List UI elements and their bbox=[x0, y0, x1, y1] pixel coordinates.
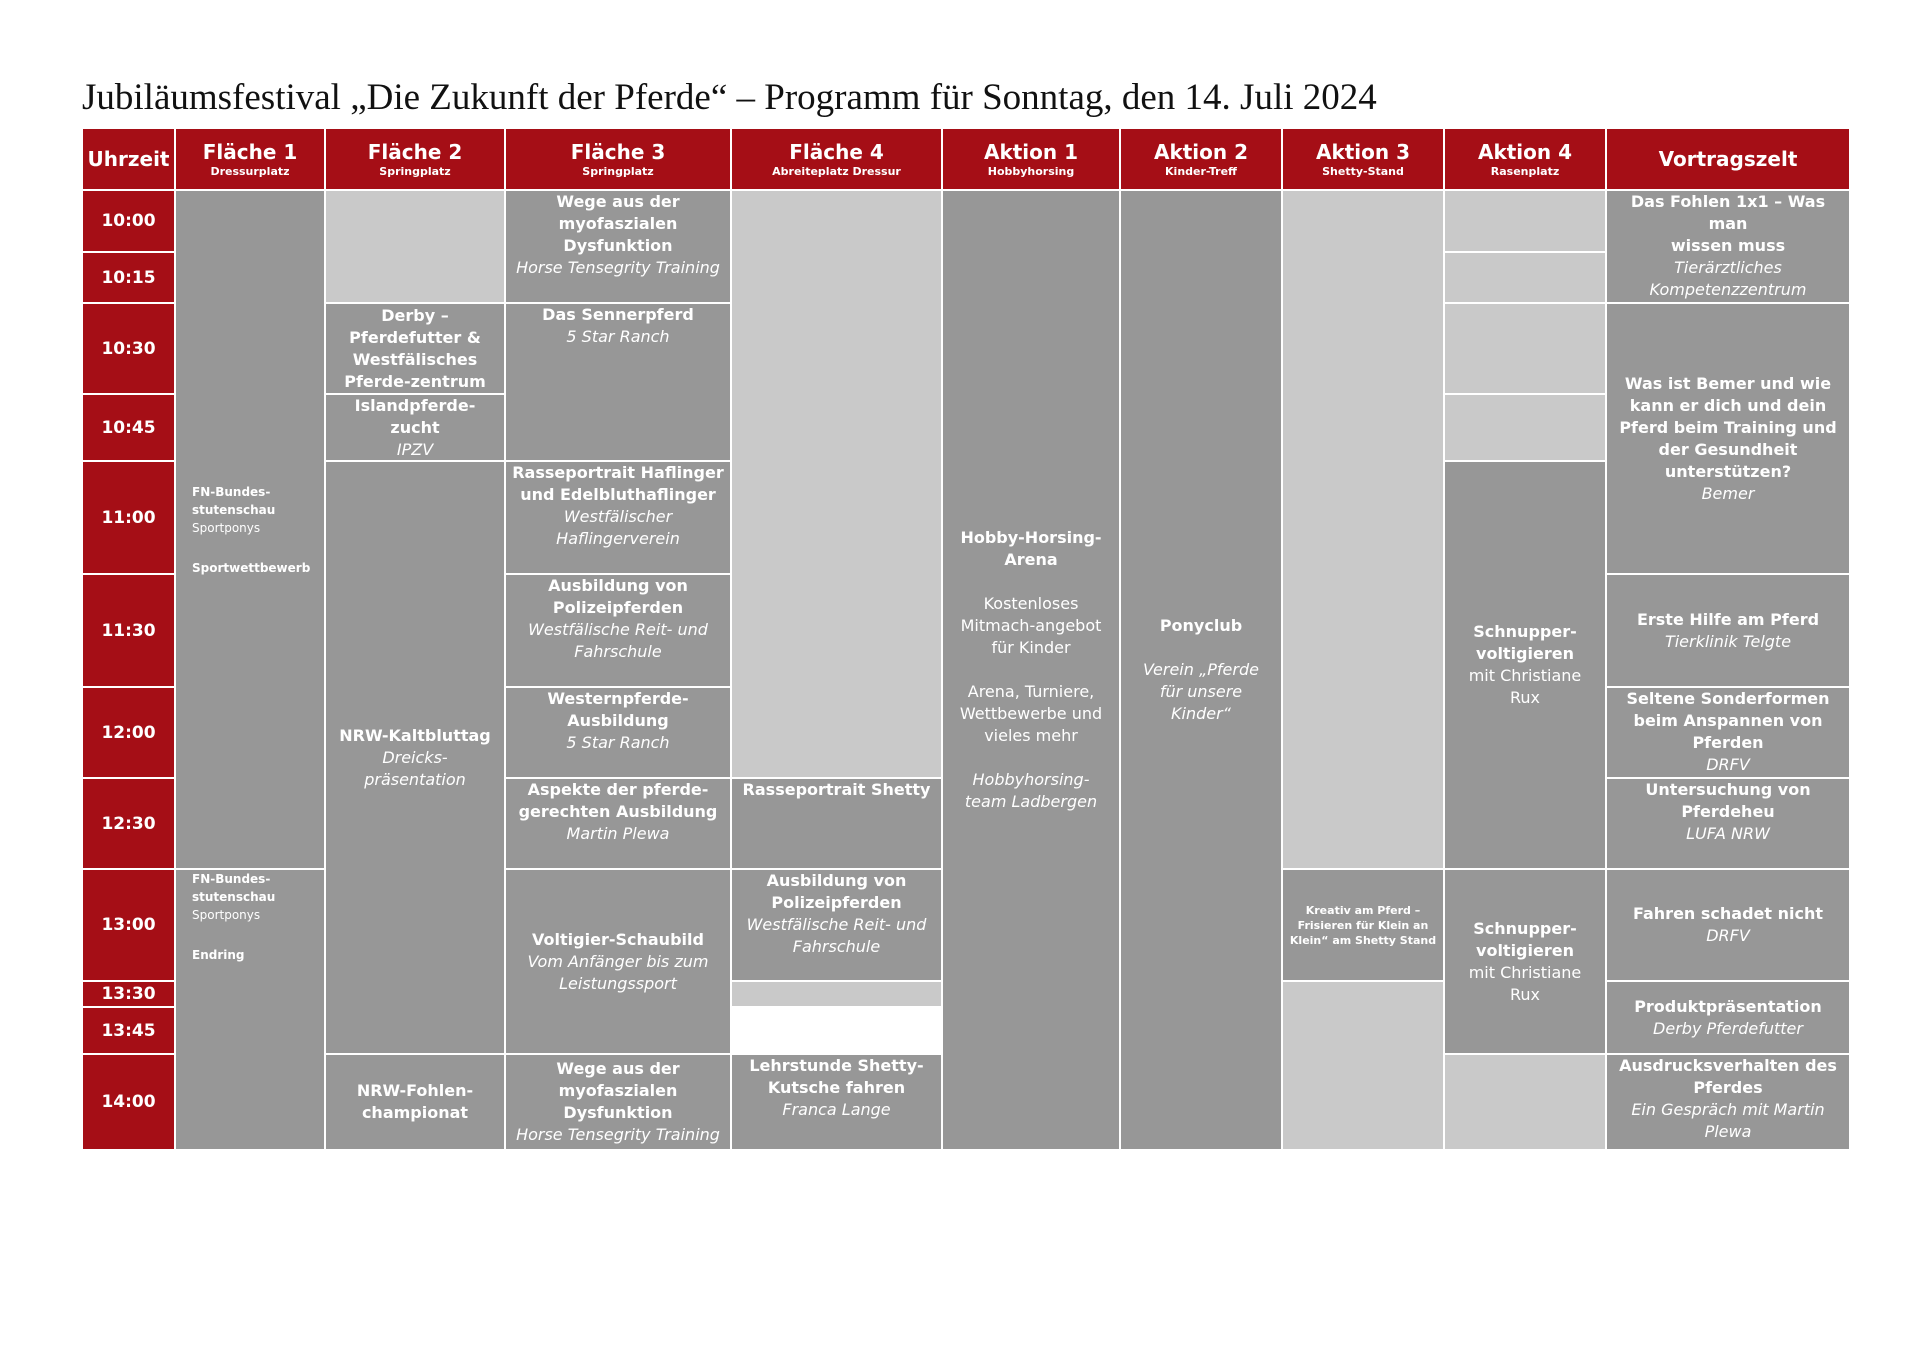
event-presenter: Kompetenzzentrum bbox=[1649, 280, 1807, 299]
event-text: vieles mehr bbox=[984, 726, 1078, 745]
program-event bbox=[505, 778, 731, 869]
event-title: Lehrstunde Shetty- bbox=[749, 1056, 924, 1075]
event-text: Kostenloses bbox=[983, 594, 1079, 613]
column-header bbox=[175, 128, 325, 190]
event-title: unterstützen? bbox=[1664, 461, 1792, 481]
event-presenter: DRFV bbox=[1706, 926, 1750, 945]
event-presenter: Derby Pferdefutter bbox=[1653, 1018, 1803, 1038]
time-slot: 10:00 bbox=[82, 190, 175, 252]
event-title: Derby – bbox=[381, 305, 449, 325]
event-title: Pferdes bbox=[1693, 1078, 1763, 1097]
event-presenter: Verein „Pferde bbox=[1143, 660, 1259, 679]
empty-slot bbox=[1444, 303, 1606, 394]
column-title: Aktion 4 bbox=[1477, 139, 1573, 164]
event-title: zucht bbox=[390, 417, 440, 437]
event-title: Ausbildung von bbox=[766, 871, 907, 890]
event-title: myofaszialen bbox=[558, 1081, 678, 1100]
event-title: Erste Hilfe am Pferd bbox=[1636, 609, 1820, 629]
event-presenter: Vom Anfänger bis zum bbox=[527, 951, 709, 971]
event-title: Fahren schadet nicht bbox=[1633, 904, 1823, 923]
event-text: Sportponys bbox=[192, 908, 261, 922]
column-header bbox=[1120, 128, 1282, 190]
event-title: Ausdrucksverhalten des bbox=[1619, 1056, 1837, 1075]
event-text: für Kinder bbox=[991, 638, 1071, 657]
event-title: Dysfunktion bbox=[563, 1103, 673, 1122]
column-header bbox=[82, 128, 175, 190]
event-presenter: Leistungssport bbox=[559, 973, 677, 993]
event-presenter: Haflingerverein bbox=[556, 529, 680, 548]
column-title: Uhrzeit bbox=[87, 147, 170, 171]
column-header bbox=[731, 128, 942, 190]
event-title: Rasseportrait Haflinger bbox=[512, 463, 724, 482]
column-subtitle: Springplatz bbox=[582, 164, 654, 178]
event-title: FN-Bundes- bbox=[192, 872, 271, 886]
event-presenter: Martin Plewa bbox=[566, 824, 670, 843]
event-title: Arena bbox=[1004, 550, 1058, 569]
event-title: Westfälisches bbox=[352, 349, 478, 369]
page-title: Jubiläumsfestival „Die Zukunft der Pferde“ – Programm für Sonntag, den 14. Juli 2024 bbox=[82, 77, 1377, 118]
event-title: voltigieren bbox=[1476, 644, 1574, 663]
empty-slot bbox=[731, 981, 942, 1007]
event-presenter: IPZV bbox=[396, 439, 434, 459]
event-presenter: Dreicks- bbox=[382, 747, 448, 767]
event-title: Pferden bbox=[1692, 733, 1764, 752]
event-title: beim Anspannen von bbox=[1633, 711, 1823, 730]
program-event bbox=[505, 1054, 731, 1150]
time-slot: 13:00 bbox=[82, 869, 175, 981]
event-presenter: Horse Tensegrity Training bbox=[516, 258, 720, 277]
program-event bbox=[1606, 303, 1850, 574]
time-slot: 12:30 bbox=[82, 778, 175, 869]
event-title: Wege aus der bbox=[556, 192, 680, 211]
event-presenter: 5 Star Ranch bbox=[566, 327, 670, 346]
event-presenter: Westfälische Reit- und bbox=[746, 915, 927, 934]
event-title: Sportwettbewerb bbox=[192, 560, 311, 575]
event-presenter: für unsere bbox=[1159, 682, 1243, 701]
event-presenter: Franca Lange bbox=[782, 1100, 891, 1119]
program-event bbox=[325, 303, 505, 394]
column-header bbox=[942, 128, 1120, 190]
event-title: Pferd beim Training und bbox=[1619, 417, 1837, 437]
program-event bbox=[505, 461, 731, 574]
time-slot: 10:45 bbox=[82, 394, 175, 461]
column-title: Fläche 1 bbox=[202, 139, 298, 164]
program-event bbox=[1120, 190, 1282, 1150]
event-presenter: Tierklinik Telgte bbox=[1664, 631, 1792, 651]
program-event bbox=[325, 394, 505, 461]
event-text: Mitmach-angebot bbox=[960, 616, 1102, 635]
column-header bbox=[505, 128, 731, 190]
program-event bbox=[731, 869, 942, 981]
event-title: Pferdefutter & bbox=[349, 327, 481, 347]
event-title: Pferdeheu bbox=[1681, 802, 1775, 821]
event-title: Ausbildung bbox=[567, 711, 669, 730]
time-slot: 10:15 bbox=[82, 252, 175, 303]
column-title: Fläche 2 bbox=[367, 139, 463, 164]
column-header bbox=[325, 128, 505, 190]
time-slot: 10:30 bbox=[82, 303, 175, 394]
column-subtitle: Hobbyhorsing bbox=[987, 164, 1075, 178]
column-subtitle: Rasenplatz bbox=[1490, 164, 1560, 178]
column-subtitle: Kinder-Treff bbox=[1165, 164, 1237, 178]
event-title: FN-Bundes- bbox=[192, 484, 271, 499]
column-header bbox=[1282, 128, 1444, 190]
event-title: Kreativ am Pferd – bbox=[1305, 903, 1421, 917]
event-title: Polizeipferden bbox=[552, 598, 684, 617]
column-subtitle: Shetty-Stand bbox=[1322, 164, 1404, 178]
event-title: und Edelbluthaflinger bbox=[520, 485, 716, 504]
program-event bbox=[1606, 778, 1850, 869]
program-event bbox=[505, 687, 731, 778]
program-event bbox=[731, 778, 942, 869]
event-presenter: Bemer bbox=[1701, 483, 1755, 503]
column-title: Aktion 3 bbox=[1315, 139, 1411, 164]
program-event bbox=[1282, 869, 1444, 981]
event-presenter: Kinder“ bbox=[1171, 704, 1231, 723]
program-event bbox=[942, 190, 1120, 1150]
event-title: stutenschau bbox=[192, 502, 276, 517]
event-title: kann er dich und dein bbox=[1629, 395, 1827, 415]
event-presenter: Hobbyhorsing- bbox=[972, 770, 1090, 789]
event-presenter: präsentation bbox=[364, 769, 466, 789]
event-presenter: Ein Gespräch mit Martin bbox=[1631, 1100, 1825, 1119]
time-slot: 13:30 bbox=[82, 981, 175, 1007]
time-slot: 12:00 bbox=[82, 687, 175, 778]
event-text: mit Christiane bbox=[1468, 666, 1582, 685]
event-title: gerechten Ausbildung bbox=[518, 802, 718, 821]
event-title: Das Fohlen 1x1 – Was man bbox=[1630, 192, 1826, 233]
program-event bbox=[1606, 1054, 1850, 1150]
empty-slot bbox=[1444, 190, 1606, 252]
program-event bbox=[175, 869, 325, 1150]
program-event bbox=[505, 574, 731, 687]
event-title: Islandpferde- bbox=[354, 395, 476, 415]
event-title: Frisieren für Klein an bbox=[1297, 918, 1429, 932]
column-title: Aktion 2 bbox=[1153, 139, 1249, 164]
program-event bbox=[325, 1054, 505, 1150]
event-title: Polizeipferden bbox=[771, 893, 902, 912]
event-presenter: team Ladbergen bbox=[964, 792, 1098, 811]
event-title: Kutsche fahren bbox=[767, 1078, 906, 1097]
event-title: Schnupper- bbox=[1473, 622, 1577, 641]
event-title: der Gesundheit bbox=[1658, 439, 1798, 459]
column-title: Vortragszelt bbox=[1658, 147, 1798, 171]
column-header bbox=[1606, 128, 1850, 190]
event-presenter: Fahrschule bbox=[574, 642, 662, 661]
empty-slot bbox=[731, 190, 942, 778]
event-title: Voltigier-Schaubild bbox=[532, 929, 704, 949]
program-event bbox=[1606, 190, 1850, 303]
program-event bbox=[1606, 574, 1850, 687]
program-event bbox=[1606, 687, 1850, 778]
column-title: Fläche 4 bbox=[789, 139, 884, 164]
event-title: stutenschau bbox=[192, 890, 276, 904]
column-subtitle: Dressurplatz bbox=[210, 164, 290, 178]
time-slot: 14:00 bbox=[82, 1054, 175, 1150]
event-presenter: Westfälische Reit- und bbox=[528, 620, 708, 639]
event-title: Endring bbox=[192, 948, 245, 962]
event-title: Wege aus der bbox=[556, 1059, 680, 1078]
event-title: myofaszialen bbox=[558, 214, 678, 233]
column-title: Fläche 3 bbox=[570, 139, 666, 164]
event-presenter: DRFV bbox=[1706, 755, 1750, 774]
event-title: Schnupper- bbox=[1473, 918, 1577, 938]
time-slot: 11:30 bbox=[82, 574, 175, 687]
event-presenter: Horse Tensegrity Training bbox=[516, 1125, 720, 1144]
event-title: Dysfunktion bbox=[563, 236, 673, 255]
empty-slot bbox=[1444, 394, 1606, 461]
event-text: Wettbewerbe und bbox=[959, 704, 1103, 723]
program-event bbox=[1606, 981, 1850, 1054]
event-text: Rux bbox=[1509, 984, 1540, 1004]
empty-slot bbox=[1282, 190, 1444, 869]
program-event bbox=[505, 190, 731, 303]
event-text: Arena, Turniere, bbox=[967, 682, 1095, 701]
empty-slot bbox=[325, 190, 505, 303]
event-title: voltigieren bbox=[1476, 940, 1574, 960]
program-event bbox=[505, 303, 731, 461]
program-event bbox=[505, 869, 731, 1054]
program-event bbox=[1606, 869, 1850, 981]
event-presenter: 5 Star Ranch bbox=[566, 733, 670, 752]
event-text: Sportponys bbox=[192, 520, 261, 535]
event-title: Aspekte der pferde- bbox=[527, 780, 709, 799]
event-presenter: LUFA NRW bbox=[1686, 824, 1770, 843]
event-title: Hobby-Horsing- bbox=[960, 528, 1102, 547]
program-event bbox=[731, 1054, 942, 1150]
column-title: Aktion 1 bbox=[983, 139, 1079, 164]
time-slot: 11:00 bbox=[82, 461, 175, 574]
event-title: Das Sennerpferd bbox=[542, 305, 694, 324]
event-title: Ponyclub bbox=[1159, 616, 1243, 635]
program-event bbox=[175, 190, 325, 869]
event-title: Produktpräsentation bbox=[1634, 996, 1822, 1016]
event-title: Was ist Bemer und wie bbox=[1624, 373, 1832, 393]
program-event bbox=[1444, 869, 1606, 1054]
event-presenter: Fahrschule bbox=[792, 937, 881, 956]
event-title: Ausbildung von bbox=[548, 576, 688, 595]
event-title: Seltene Sonderformen bbox=[1626, 689, 1830, 708]
event-title: Klein“ am Shetty Stand bbox=[1289, 933, 1437, 947]
time-slot: 13:45 bbox=[82, 1007, 175, 1054]
event-title: NRW-Kaltbluttag bbox=[339, 725, 491, 745]
event-title: Rasseportrait Shetty bbox=[742, 780, 931, 799]
event-text: Rux bbox=[1509, 688, 1540, 707]
event-presenter: Plewa bbox=[1704, 1122, 1752, 1141]
column-header bbox=[1444, 128, 1606, 190]
event-title: Pferde-zentrum bbox=[344, 371, 486, 391]
event-presenter: Westfälischer bbox=[563, 507, 673, 526]
program-event bbox=[325, 461, 505, 1054]
empty-slot bbox=[1444, 252, 1606, 303]
column-subtitle: Springplatz bbox=[379, 164, 451, 178]
event-presenter: Tierärztliches bbox=[1674, 258, 1782, 277]
event-title: Westernpferde- bbox=[547, 689, 689, 708]
event-title: wissen muss bbox=[1670, 236, 1786, 255]
empty-slot bbox=[1282, 981, 1444, 1150]
empty-slot bbox=[1444, 1054, 1606, 1150]
event-text: mit Christiane bbox=[1468, 962, 1582, 982]
event-title: championat bbox=[361, 1103, 469, 1122]
column-subtitle: Abreiteplatz Dressur bbox=[772, 164, 901, 178]
event-title: NRW-Fohlen- bbox=[356, 1081, 474, 1100]
event-title: Untersuchung von bbox=[1645, 780, 1811, 799]
program-event bbox=[1444, 461, 1606, 869]
